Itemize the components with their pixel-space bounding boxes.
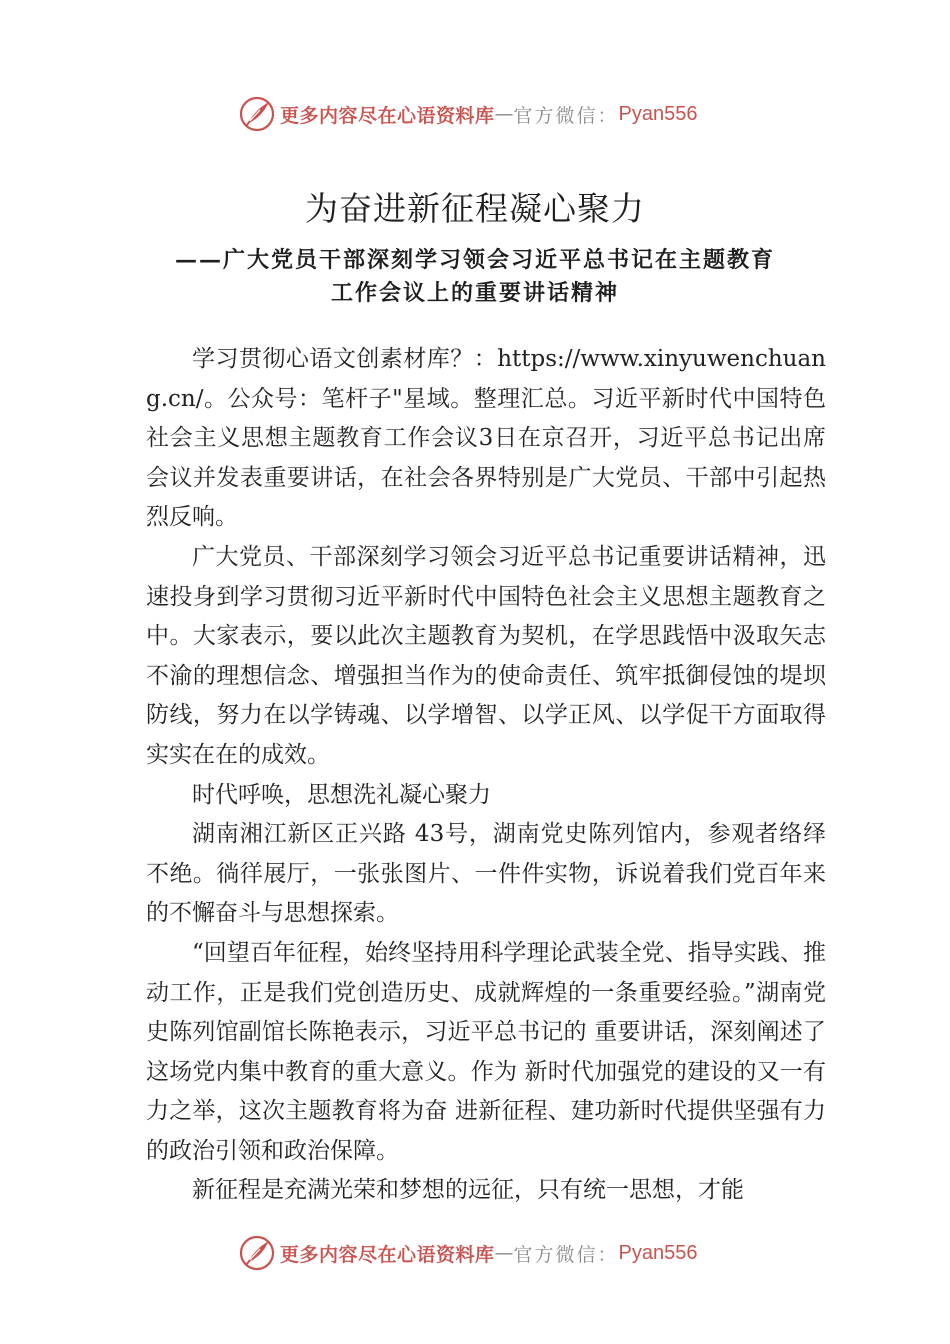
watermark-wechat-label: 官方微信： xyxy=(513,1243,619,1266)
watermark-dash: — xyxy=(494,103,514,125)
watermark-wechat-id: Pyan556 xyxy=(618,1241,698,1264)
body-paragraph: 学习贯彻心语文创素材库？：https://www.xinyuwenchuang.cn/。公众号：笔杆子"星域。整理汇总。习近平新时代中国特色社会主义思想主题教育工作会议3日在京召开，习近平总书记出席会议并发表重要讲话，在社会各界特别是广大党员、干部中引起热烈反响。 xyxy=(146,346,826,531)
body-paragraph: 湖南湘江新区正兴路 43号，湖南党史陈列馆内，参观者络绎不绝。徜徉展厅，一张张图片、一件件实物，诉说着我们党百年来的不懈奋斗与思想探索。 xyxy=(146,821,826,927)
watermark-wechat-label: 官方微信： xyxy=(513,104,619,127)
body-paragraph: 广大党员、干部深刻学习领会习近平总书记重要讲话精神，迅速投身到学习贯彻习近平新时代中国特色社会主义思想主题教育之中。大家表示，要以此次主题教育为契机，在学思践悟中汲取矢志不渝的理想信念、增强担当作为的使命责任、筑牢抵御侵蚀的堤坝防线，努力在以学铸魂、以学增智、以学正风、以学促干方面取得实实在在的成效。 xyxy=(146,543,826,768)
watermark-brand-text: 更多内容尽在心语资料库 xyxy=(280,104,495,127)
watermark-brand-text: 更多内容尽在心语资料库 xyxy=(280,1243,495,1266)
section-heading: 时代呼唤，思想洗礼凝心聚力 xyxy=(192,781,491,808)
header-watermark-banner xyxy=(238,94,698,134)
document-body xyxy=(146,340,826,1211)
quill-logo-icon xyxy=(238,1234,276,1272)
footer-watermark-banner xyxy=(238,1233,698,1273)
quill-logo-icon xyxy=(238,95,276,133)
document-subtitle-line1: ——广大党员干部深刻学习领会习近平总书记在主题教育 xyxy=(174,247,775,273)
watermark-wechat-id: Pyan556 xyxy=(618,102,698,125)
document-subtitle-line2: 工作会议上的重要讲话精神 xyxy=(330,280,619,306)
body-paragraph: “回望百年征程，始终坚持用科学理论武装全党、指导实践、推动工作，正是我们党创造历史、成就辉煌的一条重要经验。”湖南党史陈列馆副馆长陈艳表示，习近平总书记的 重要讲话，深刻阐述了这场党内集中教育的重大意义。作为 新时代加强党的建设的又一有力之举，这次主题教育将为奋 进新征程、建功新时代提供坚强有力的政治引领和政治保障。 xyxy=(146,939,826,1164)
document-title: 为奋进新征程凝心聚力 xyxy=(305,189,645,228)
watermark-dash: — xyxy=(494,1242,514,1264)
body-paragraph: 新征程是充满光荣和梦想的远征，只有统一思想，才能 xyxy=(192,1177,744,1204)
